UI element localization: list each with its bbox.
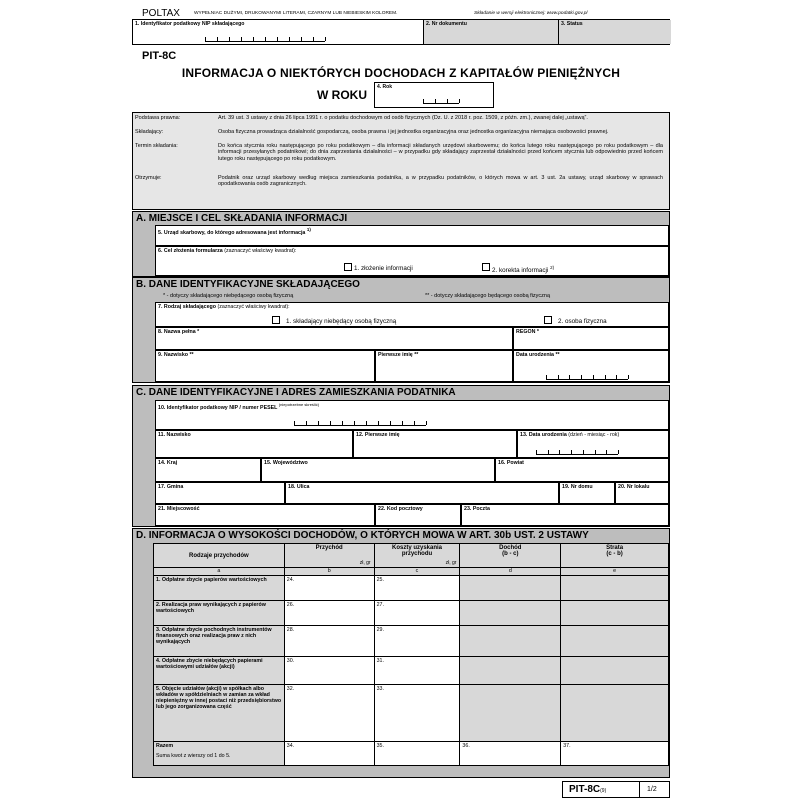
col-income-header: Przychód zł, gr [284,544,374,568]
county-label: 16. Powiat [498,460,524,466]
footer-form-code: PIT-8C(9) [569,784,607,795]
tick-mark [253,37,254,41]
correction-option-label: 2. korekta informacji $^{2)}$ [492,265,555,275]
tick-mark [571,450,572,454]
form-page [132,0,670,800]
table-header-row [154,544,669,568]
table-row [154,657,669,685]
tick-mark [378,421,379,425]
income-table [153,543,669,766]
table-row [154,685,669,742]
web-note: Składanie w wersji elektronicznej: www.podatki.gov.pl [474,11,588,16]
surname-field[interactable] [155,350,375,382]
tick-mark [593,375,594,379]
tax-office-field[interactable] [155,225,669,246]
purpose-label: 6. Cel złożenia formularza [158,248,223,254]
loss-cell [561,601,669,626]
row-label: 5. Objęcie udziałów (akcji) w spółkach albo wkładów w spółdzielniach w zamian za wkład niepieniężny w innej postaci niż przedsiębiorstwo lub jego zorganizowana część [154,685,285,742]
info-text: Osoba fizyczna prowadząca działalność gospodarczą, osoba prawna i jej jednostka organizacyjna oraz jednostka organizacyjna niemająca osobowości prawnej. [218,129,609,135]
income-cell[interactable]: 32. [284,685,374,742]
correction-checkbox[interactable] [482,263,490,271]
postal-code-field[interactable] [375,504,461,526]
tick-mark [301,37,302,41]
section-a-title: A. MIEJSCE I CEL SKŁADANIA INFORMACJI [136,213,348,224]
column-letter: c [374,568,460,576]
natural-person-option-label: 2. osoba fizyczna [558,318,607,325]
nip-ticks [205,37,325,42]
first-name-label: Pierwsze imię ** [378,352,419,358]
costs-cell[interactable]: 33. [374,685,460,742]
taxpayer-birth-date-ticks [536,450,618,455]
legal-entity-option-label: 1. składający niebędący osobą fizyczną [286,318,397,325]
taxpayer-first-name-field[interactable] [353,430,517,458]
tick-mark [559,450,560,454]
profit-cell [460,576,561,601]
document-number-label: 2. Nr dokumentu [426,21,467,27]
section-c-title: C. DANE IDENTYFIKACYJNE I ADRES ZAMIESZKANIA PODATNIKA [136,387,456,398]
info-label: Termin składania: [135,143,178,149]
footer-divider [639,782,640,797]
table-row [154,576,669,601]
tick-mark [229,37,230,41]
total-note: Suma kwot z wierszy od 1 do 5. [156,753,231,759]
nip-label: 1. Identyfikator podatkowy NIP składającego [135,21,245,27]
income-cell[interactable]: 26. [284,601,374,626]
row-label: 4. Odpłatne zbycie niebędących papierami wartościowymi udziałów (akcji) [154,657,285,685]
total-loss-cell[interactable]: 37. [561,742,669,766]
tick-mark [354,421,355,425]
loss-cell [561,657,669,685]
page-number: 1/2 [647,786,657,793]
tick-mark [435,99,436,103]
note-legal-entity: * - dotyczy składającego niebędącego osobą fizyczną [163,293,294,299]
street-label: 18. Ulica [288,484,310,490]
purpose-field [155,246,669,276]
year-field[interactable] [374,82,494,108]
tick-mark [459,99,460,103]
column-letter: e [561,568,669,576]
section-b-title: B. DANE IDENTYFIKACYJNE SKŁADAJĄCEGO [136,279,360,290]
tick-mark [217,37,218,41]
country-field[interactable] [155,458,261,482]
loss-cell [561,626,669,657]
tick-mark [241,37,242,41]
voivodeship-label: 15. Województwo [264,460,308,466]
submitter-type-label: 7. Rodzaj składającego [158,304,216,310]
tick-mark [313,37,314,41]
income-cell[interactable]: 30. [284,657,374,685]
surname-label: 9. Nazwisko ** [158,352,194,358]
year-ticks [423,99,459,104]
document-number-field [423,20,558,44]
top-strip [132,8,670,19]
tick-mark [330,421,331,425]
tick-mark [546,375,547,379]
voivodeship-field[interactable] [261,458,495,482]
house-number-label: 19. Nr domu [562,484,593,490]
tick-mark [265,37,266,41]
full-name-field[interactable] [155,327,513,350]
info-text: Art. 39 ust. 3 ustawy z dnia 26 lipca 1991 r. o podatku dochodowym od osób fizycznych (Dz. U. z 2018 r. poz. 1509, z późn. zm.), zwanej dalej „ustawą”. [218,115,588,121]
tick-mark [289,37,290,41]
form-code: PIT-8C [142,50,177,62]
tick-mark [402,421,403,425]
info-label: Składający: [135,129,164,135]
nip-field[interactable] [133,20,423,44]
column-letter: d [460,568,561,576]
tick-mark [536,450,537,454]
tick-mark [414,421,415,425]
house-number-field[interactable] [559,482,615,504]
purpose-hint: (zaznaczyć właściwy kwadrat): [224,248,297,254]
taxpayer-id-label: 10. Identyfikator podatkowy NIP / numer PESEL [158,404,278,411]
first-name-field[interactable] [375,350,513,382]
table-row [154,626,669,657]
birth-date-ticks [546,375,628,380]
profit-cell [460,601,561,626]
profit-cell [460,657,561,685]
tick-mark [606,450,607,454]
status-label: 3. Status [561,21,583,27]
costs-cell[interactable]: 29. [374,626,460,657]
taxpayer-first-name-label: 12. Pierwsze imię [356,432,400,438]
legal-entity-checkbox[interactable] [272,316,280,324]
commune-label: 17. Gmina [158,484,184,490]
tick-mark [618,450,619,454]
taxpayer-birth-date-label: 13. Data urodzenia [520,432,567,438]
note-natural-person: ** - dotyczy składającego będącego osobą fizyczną [425,293,551,299]
tick-mark [325,37,326,41]
tick-mark [294,421,295,425]
form-title: INFORMACJA O NIEKTÓRYCH DOCHODACH Z KAPITAŁÓW PIENIĘŻNYCH [181,66,621,80]
income-cell[interactable]: 24. [284,576,374,601]
row-label: 3. Odpłatne zbycie pochodnych instrumentów finansowych oraz realizacja praw z nich wynikających [154,626,285,657]
year-label: 4. Rok [377,84,393,90]
table-row [154,601,669,626]
col-loss-header: Strata (c - b) [561,544,669,568]
county-field[interactable] [495,458,669,482]
apartment-number-label: 20. Nr lokalu [618,484,650,490]
street-field[interactable] [285,482,559,504]
regon-label: REGON * [516,329,539,335]
tick-mark [605,375,606,379]
taxpayer-birth-date-field[interactable] [517,430,669,458]
tick-mark [616,375,617,379]
submission-checkbox[interactable] [344,263,352,271]
profit-cell [460,626,561,657]
costs-cell[interactable]: 31. [374,657,460,685]
tick-mark [628,375,629,379]
tick-mark [595,450,596,454]
costs-cell[interactable]: 27. [374,601,460,626]
loss-cell [561,685,669,742]
info-label: Otrzymuje: [135,175,162,181]
section-b [132,277,670,383]
header-fields [132,19,670,45]
column-letter: b [284,568,374,576]
section-d [132,528,670,778]
page-footer [562,781,670,798]
total-costs-cell[interactable]: 35. [374,742,460,766]
tick-mark [548,450,549,454]
commune-field[interactable] [155,482,285,504]
city-label: 21. Miejscowość [158,506,200,512]
total-row [154,742,669,766]
loss-cell [561,576,669,601]
postal-code-label: 22. Kod pocztowy [378,506,423,512]
income-cell[interactable]: 28. [284,626,374,657]
submission-option-label: 1. złożenie informacji [354,265,413,272]
brand-logo: POLTAX [142,8,180,19]
full-name-label: 8. Nazwa pełna * [158,329,200,335]
section-c [132,385,670,527]
tick-mark [426,421,427,425]
row-label: 2. Realizacja praw wynikających z papierów wartościowych [154,601,285,626]
col-profit-header: Dochód (b - c) [460,544,561,568]
section-a [132,211,670,277]
profit-cell [460,685,561,742]
tick-mark [366,421,367,425]
submitter-type-field [155,302,669,327]
tick-mark [342,421,343,425]
taxpayer-surname-field[interactable] [155,430,353,458]
tick-mark [318,421,319,425]
country-label: 14. Kraj [158,460,178,466]
tick-mark [205,37,206,41]
col-kind-header: Rodzaje przychodów [154,544,285,568]
info-text: Do końca stycznia roku następującego po roku podatkowym – dla informacji składanych urzędowi skarbowemu; do końca lutego roku następującego po roku podatkowym – dla informacji przesyłanych podatnikowi; do dnia zaprzestania działalności – w przypadku gdy składający zaprzestał działalności przed końcem stycznia lub odpowiednio przed końcem lutego roku następującego po roku podatkowym. [218,143,663,162]
column-letters-row [154,568,669,576]
total-label-cell [154,742,285,766]
section-d-title: D. INFORMACJA O WYSOKOŚCI DOCHODÓW, O KTÓRYCH MOWA W ART. 30b UST. 2 USTAWY [136,530,589,541]
natural-person-checkbox[interactable] [544,316,552,324]
tax-office-footnote: 1) [306,227,311,232]
apartment-number-field[interactable] [615,482,669,504]
taxpayer-id-field[interactable] [155,400,669,430]
birth-date-label: Data urodzenia ** [516,352,560,358]
col-costs-header: Koszty uzyskania przychodu zł, gr [374,544,460,568]
costs-cell[interactable]: 25. [374,576,460,601]
taxpayer-id-ticks [294,421,426,426]
tick-mark [558,375,559,379]
submitter-type-hint: (zaznaczyć właściwy kwadrat): [217,304,290,310]
tick-mark [423,99,424,103]
post-office-field[interactable] [461,504,669,526]
tick-mark [277,37,278,41]
form-title-year: W ROKU [317,88,367,102]
tick-mark [581,375,582,379]
tax-office-label: 5. Urząd skarbowy, do którego adresowana jest informacja [158,229,306,236]
city-field[interactable] [155,504,375,526]
info-block [132,112,670,210]
info-text: Podatnik oraz urząd skarbowy według miejsca zamieszkania podatnika, a w przypadku podatników, o których mowa w art. 3 ust. 2a ustawy, urząd skarbowy w sprawach opodatkowania osób zagranicznych. [218,175,663,188]
fill-instruction: WYPEŁNIAC DUŻYMI, DRUKOWANYMI LITERAMI, CZARNYM LUB NIEBIESKIM KOLOREM. [194,11,398,16]
total-label: Razem [156,743,174,749]
row-label: 1. Odpłatne zbycie papierów wartościowych [154,576,285,601]
regon-field[interactable] [513,327,669,350]
tick-mark [390,421,391,425]
taxpayer-id-hint: (niepotrzebne skreślić) [278,402,320,407]
info-label: Podstawa prawna: [135,115,181,121]
tick-mark [583,450,584,454]
total-income-cell[interactable]: 34. [284,742,374,766]
post-office-label: 23. Poczta [464,506,490,512]
tick-mark [569,375,570,379]
taxpayer-surname-label: 11. Nazwisko [158,432,191,438]
total-profit-cell[interactable]: 36. [460,742,561,766]
tick-mark [447,99,448,103]
tick-mark [306,421,307,425]
status-field [558,20,671,44]
birth-date-field[interactable] [513,350,669,382]
column-letter: a [154,568,285,576]
taxpayer-birth-date-hint: (dzień - miesiąc - rok) [568,432,620,438]
